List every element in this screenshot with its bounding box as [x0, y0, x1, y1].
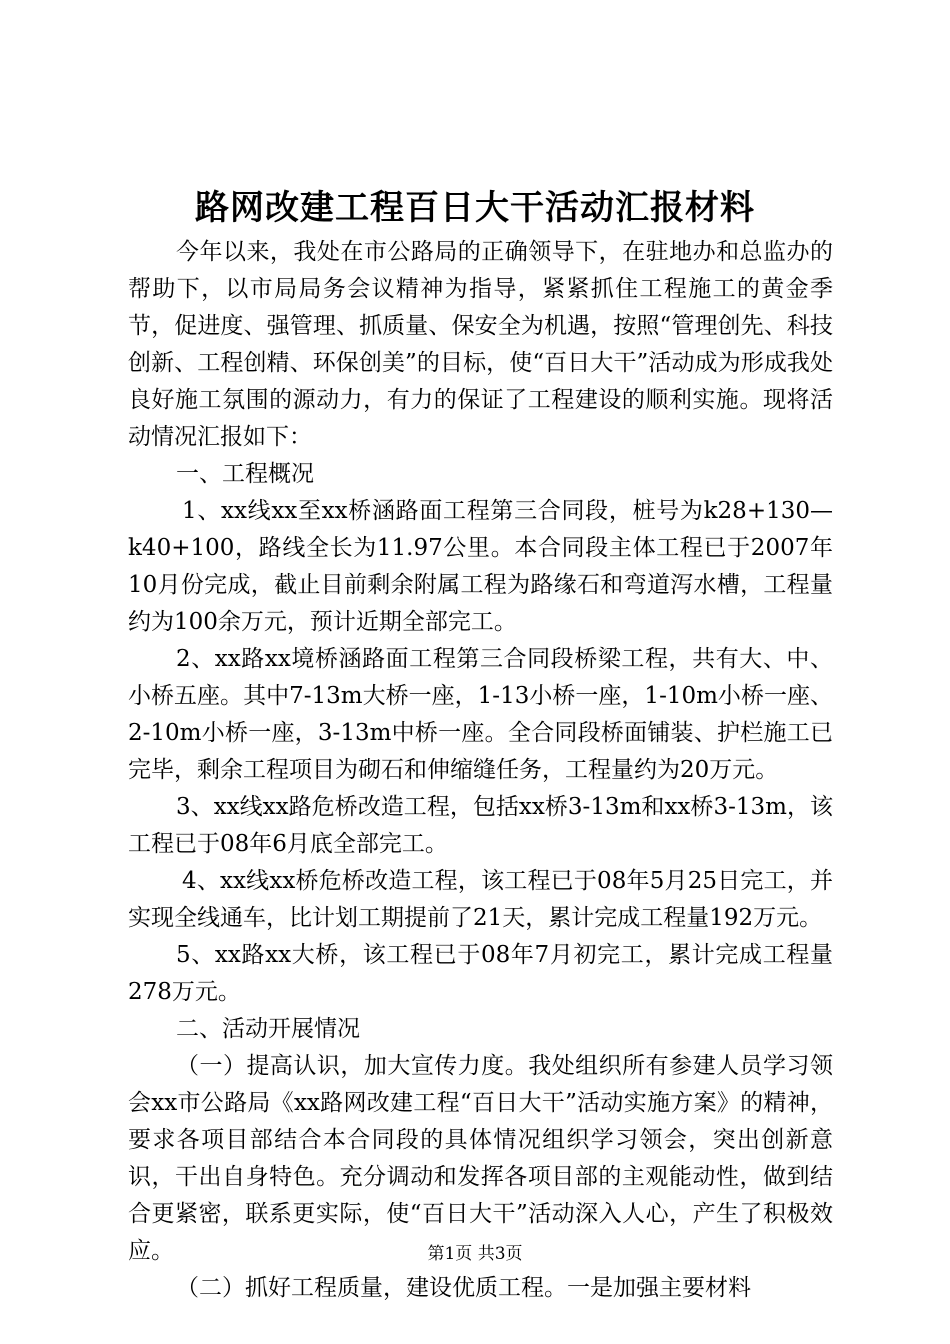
intro-paragraph: 今年以来，我处在市公路局的正确领导下，在驻地办和总监办的帮助下，以市局局务会议精神为指导，紧紧抓住工程施工的黄金季节，促进度、强管理、抓质量、保安全为机遇，按照“管理创先、科技创新、工程创精、环保创美”的目标，使“百日大干”活动成为形成我处良好施工氛围的源动力，有力的保证了工程建设的顺利实施。现将活动情况汇报如下： [128, 239, 833, 450]
overview-item-2: 2、xx路xx境桥涵路面工程第三合同段桥梁工程，共有大、中、小桥五座。其中7-13m大桥一座，1-13小桥一座，1-10m小桥一座、2-10m小桥一座，3-13m中桥一座。全合同段桥面铺装、护栏施工已完毕，剩余工程项目为砌石和伸缩缝任务，工程量约为20万元。 [128, 646, 833, 783]
document-body [128, 234, 833, 1307]
overview-item-1: 1、xx线xx至xx桥涵路面工程第三合同段，桩号为k28+130—k40+100，路线全长为11.97公里。本合同段主体工程已于2007年10月份完成，截止目前剩余附属工程为路缘石和弯道泻水槽，工程量约为100余万元，预计近期全部完工。 [128, 498, 833, 635]
overview-item-5: 5、xx路xx大桥，该工程已于08年7月初完工，累计完成工程量278万元。 [128, 942, 833, 1005]
activity-item-2: （二）抓好工程质量，建设优质工程。一是加强主要材料 [176, 1275, 751, 1301]
activity-item-1: （一）提高认识，加大宣传力度。我处组织所有参建人员学习领会xx市公路局《xx路网改建工程“百日大干”活动实施方案》的精神，要求各项目部结合本合同段的具体情况组织学习领会，突出创新意识，干出自身特色。充分调动和发挥各项目部的主观能动性，做到结合更紧密，联系更实际，使“百日大干”活动深入人心，产生了积极效应。 [128, 1053, 833, 1264]
overview-item-3: 3、xx线xx路危桥改造工程，包括xx桥3-13m和xx桥3-13m，该工程已于08年6月底全部完工。 [128, 794, 833, 857]
page-footer: 第1页 共3页 [427, 1244, 523, 1264]
section-heading-activities: 二、活动开展情况 [176, 1016, 360, 1042]
section-heading-overview: 一、工程概况 [176, 461, 314, 487]
document-title: 路网改建工程百日大干活动汇报材料 [195, 188, 755, 228]
overview-item-4: 4、xx线xx桥危桥改造工程，该工程已于08年5月25日完工，并实现全线通车，比计划工期提前了21天，累计完成工程量192万元。 [128, 868, 833, 931]
